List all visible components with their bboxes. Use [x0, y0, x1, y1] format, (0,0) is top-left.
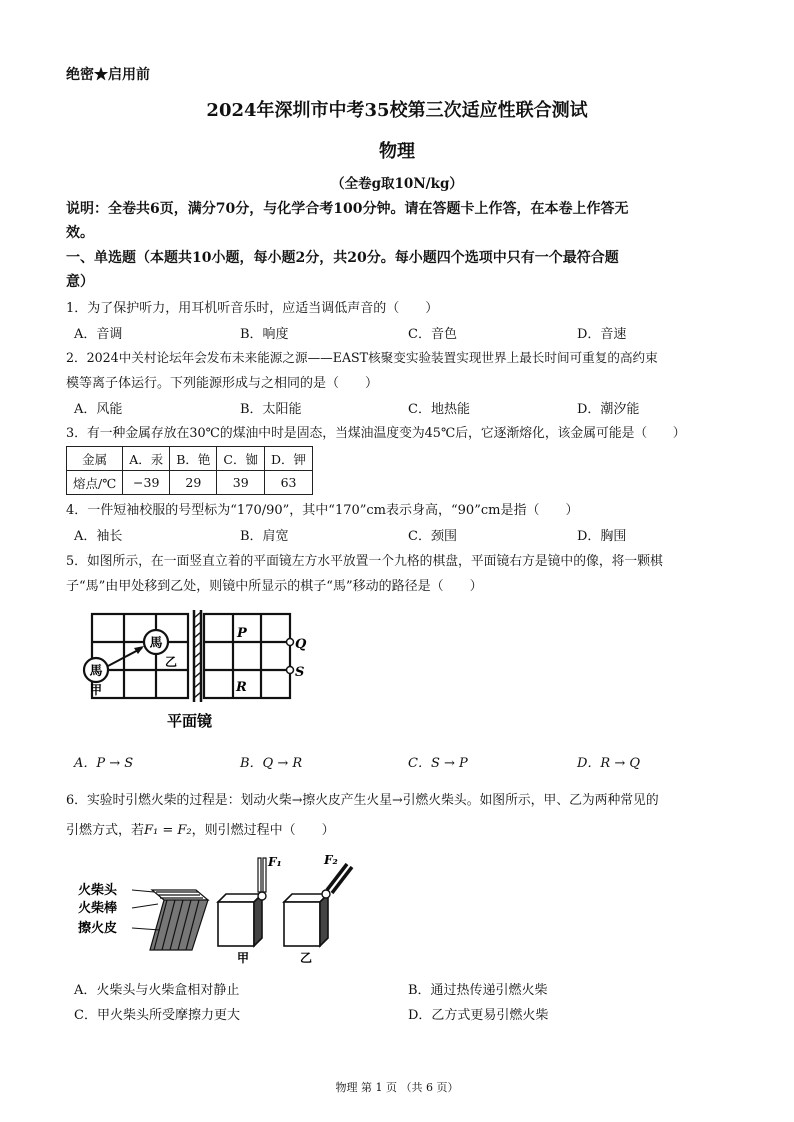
melting-point-table	[66, 446, 313, 495]
q6-stem-line1: 6．实验时引燃火柴的过程是：划动火柴→擦火皮产生火星→引燃火柴头。如图所示，甲、乙为两种常见的	[66, 793, 659, 808]
force-f2: F₂	[324, 853, 338, 867]
label-p: P	[237, 626, 247, 641]
q6-option-a: A．火柴头与火柴盒相对静止	[74, 983, 240, 998]
g-note: （全卷g取10N/kg）	[331, 176, 463, 192]
q6-stem-text-a: 引燃方式，若	[66, 823, 145, 838]
q5-option-c: C．S → P	[408, 756, 468, 771]
table-cell: 熔点/℃	[67, 471, 123, 495]
q1-option-a: A．音调	[74, 327, 123, 342]
q2-option-d: D．潮汐能	[577, 402, 640, 417]
table-cell: 29	[170, 471, 217, 495]
label-match-head: 火柴头	[78, 883, 118, 898]
q6-stem-equation: F₁ = F₂	[144, 823, 192, 838]
q6-stem-line2	[66, 819, 335, 838]
q5-stem-line2: 子“馬”由甲处移到乙处，则镜中所显示的棋子“馬”移动的路径是（ ）	[66, 579, 483, 594]
q2-option-c: C．地热能	[408, 402, 470, 417]
q5-stem-line1: 5．如图所示，在一面竖直立着的平面镜左方水平放置一个九格的棋盘，平面镜右方是镜中的像，将一颗棋	[66, 554, 663, 569]
q6-stem-text-b: ，则引燃过程中（ ）	[191, 823, 335, 838]
page-footer: 物理 第 1 页 （共 6 页）	[335, 1081, 459, 1094]
section1-heading-cont: 意）	[66, 274, 94, 290]
chessboard-mirror-figure	[70, 608, 320, 738]
table-cell: 金属	[67, 447, 123, 471]
q4-option-a: A．袖长	[74, 529, 123, 544]
label-fig-yi: 乙	[300, 951, 313, 965]
q6-option-d: D．乙方式更易引燃火柴	[408, 1008, 549, 1023]
q2-stem-line1: 2．2024中关村论坛年会发布未来能源之源——EAST核聚变实验装置实现世界上最长时间可重复的高约束	[66, 350, 658, 365]
q5-option-d: D．R → Q	[577, 756, 641, 771]
section1-heading: 一、单选题（本题共10小题，每小题2分，共20分。每小题四个选项中只有一个最符合题	[66, 250, 619, 266]
q6-option-c: C．甲火柴头所受摩擦力更大	[74, 1008, 240, 1023]
instructions-line2: 效。	[66, 225, 94, 241]
label-match-stick: 火柴棒	[78, 901, 118, 916]
q1-option-d: D．音速	[577, 327, 627, 342]
label-s: S	[295, 665, 305, 680]
q1-option-c: C．音色	[408, 327, 457, 342]
label-q: Q	[295, 637, 307, 652]
q5-option-a: A．P → S	[74, 756, 134, 771]
q3-stem: 3．有一种金属存放在30℃的煤油中时是固态，当煤油温度变为45℃后，它逐渐熔化，该金属可能是（ ）	[66, 426, 686, 441]
q1-option-b: B．响度	[240, 327, 289, 342]
table-cell: B．铯	[170, 447, 217, 471]
q1-stem: 1．为了保护听力，用耳机听音乐时，应适当调低声音的（ ）	[66, 301, 439, 316]
label-fig-jia: 甲	[237, 951, 250, 965]
table-cell: D．钾	[265, 447, 313, 471]
force-f1: F₁	[268, 855, 282, 869]
match-figure	[72, 848, 372, 968]
q5-option-b: B．Q → R	[240, 756, 303, 771]
q2-stem-line2: 模等离子体运行。下列能源形成与之相同的是（ ）	[66, 376, 379, 391]
q2-option-b: B．太阳能	[240, 402, 302, 417]
piece-jia: 馬	[89, 664, 103, 679]
table-row	[67, 471, 313, 495]
secret-label: 绝密★启用前	[66, 67, 150, 83]
label-strike-strip: 擦火皮	[78, 921, 118, 936]
instructions-line1: 说明：全卷共6页，满分70分，与化学合考100分钟。请在答题卡上作答，在本卷上作答无	[66, 201, 629, 217]
table-cell: A．汞	[123, 447, 170, 471]
table-cell: −39	[123, 471, 170, 495]
table-row	[67, 447, 313, 471]
piece-yi: 馬	[149, 636, 163, 651]
q4-stem: 4．一件短袖校服的号型标为“170/90”，其中“170”cm表示身高，“90”cm是指（ ）	[66, 503, 579, 518]
q2-option-a: A．风能	[74, 402, 123, 417]
page-title: 2024年深圳市中考35校第三次适应性联合测试	[206, 100, 588, 121]
label-jia: 甲	[90, 683, 103, 697]
mirror-caption: 平面镜	[167, 712, 213, 730]
table-cell: C．铷	[217, 447, 265, 471]
label-yi: 乙	[165, 655, 178, 669]
q4-option-c: C．颈围	[408, 529, 457, 544]
q4-option-b: B．肩宽	[240, 529, 289, 544]
q6-option-b: B．通过热传递引燃火柴	[408, 983, 548, 998]
label-r: R	[236, 680, 247, 695]
table-cell: 39	[217, 471, 265, 495]
table-cell: 63	[265, 471, 313, 495]
subject-title: 物理	[379, 141, 415, 162]
q4-option-d: D．胸围	[577, 529, 627, 544]
